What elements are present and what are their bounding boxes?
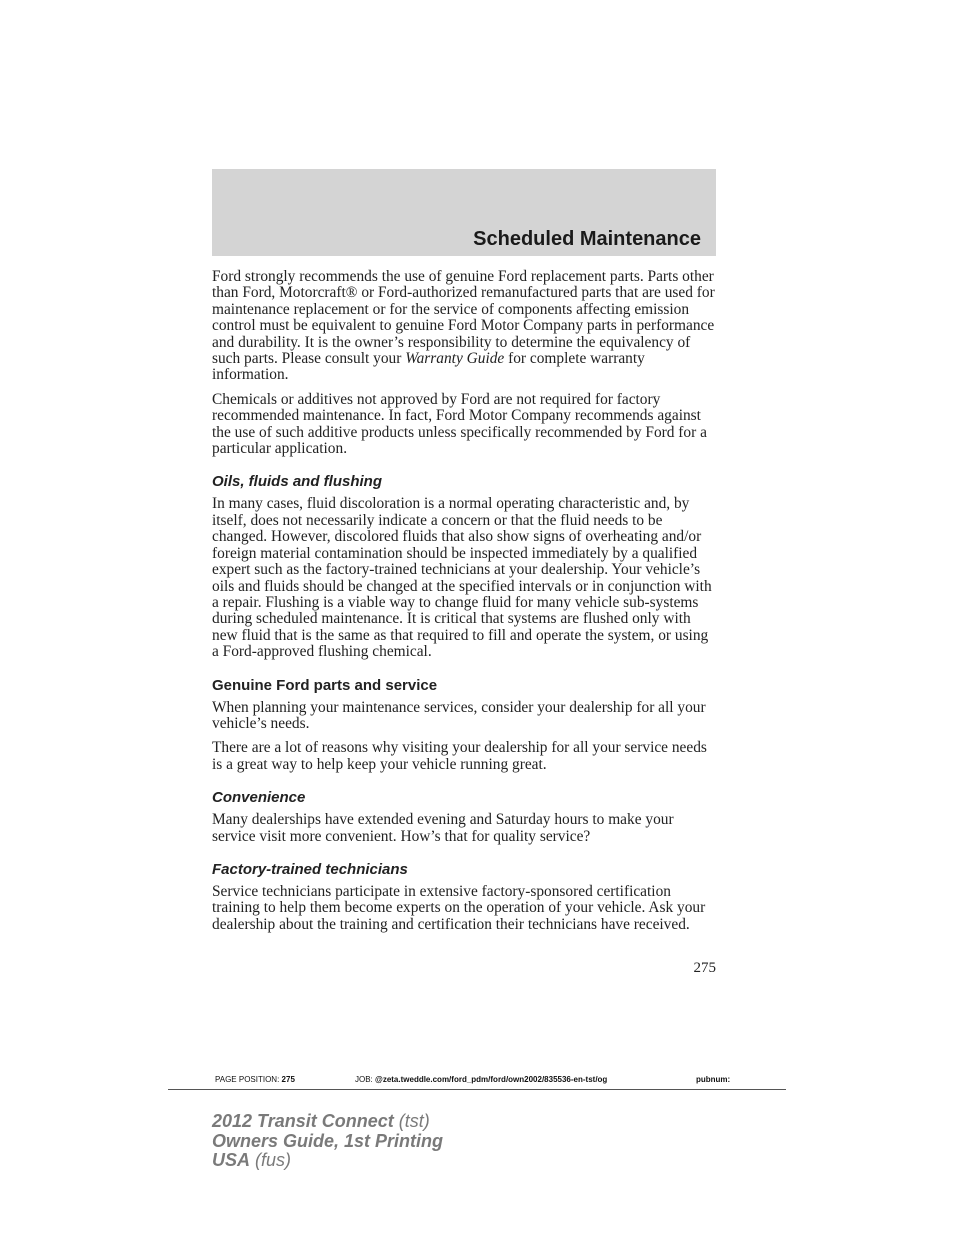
job-label: JOB:	[355, 1075, 373, 1084]
genuine-parts-paragraph-1: When planning your maintenance services, consider your dealership for all your vehicle’s needs.	[212, 698, 706, 732]
imprint-model-code: (tst)	[398, 1111, 430, 1131]
heading-oils-fluids-flushing: Oils, fluids and flushing	[212, 473, 383, 491]
page-number: 275	[693, 960, 716, 976]
page-position-label: PAGE POSITION:	[215, 1075, 280, 1084]
heading-convenience: Convenience	[212, 789, 306, 807]
section-title: Scheduled Maintenance	[473, 228, 701, 250]
imprint-guide: Owners Guide, 1st Printing	[212, 1130, 444, 1151]
print-footer	[0, 1075, 954, 1087]
pubnum-label-text: pubnum:	[696, 1075, 731, 1084]
intro-text-start: Ford strongly recommends the use of genuine Ford replacement parts. Parts other than Ford, Motorcraft® or Ford-authorized remanufactured parts that are used for maintenance replacement or for the service of components affecting emission control must be equivalent to genuine Ford Motor Company parts in performance and durability. It is the owner’s responsibility to determine the equivalency of such parts. Please consult your	[212, 268, 715, 368]
heading-genuine-ford-parts: Genuine Ford parts and service	[212, 676, 438, 694]
job-info	[355, 1075, 607, 1084]
convenience-paragraph: Many dealerships have extended evening and Saturday hours to make your service visit more convenient. How’s that for quality service?	[212, 811, 674, 845]
heading-factory-trained-technicians: Factory-trained technicians	[212, 860, 408, 878]
imprint-guide-line	[212, 1132, 443, 1152]
imprint-model: 2012 Transit Connect	[212, 1111, 394, 1131]
imprint-market-code: (fus)	[255, 1150, 292, 1170]
page-position-value: 275	[281, 1075, 295, 1084]
oils-fluids-paragraph: In many cases, fluid discoloration is a normal operating characteristic and, by itself, does not necessarily indicate a concern or that the fluid needs to be changed. However, discolored fluids that also show signs of overheating and/or foreign material contamination should be inspected immediately by a qualified expert such as the factory-trained technicians at your dealership. Your vehicle’s oils and fluids should be changed at the specified intervals or in conjunction with a repair. Flushing is a viable way to change fluid for many vehicle sub-systems during scheduled maintenance. It is critical that systems are flushed only with new fluid that is the same as that required to fill and operate the system, or using a Ford-approved flushing chemical.	[212, 495, 712, 661]
imprint-model-line	[212, 1112, 443, 1132]
warranty-guide-reference: Warranty Guide	[405, 350, 505, 368]
intro-paragraph-1	[212, 269, 716, 384]
section-header-band	[212, 169, 716, 256]
genuine-parts-paragraph-2: There are a lot of reasons why visiting your dealership for all your service needs is a great way to help keep your vehicle running great.	[212, 739, 707, 773]
job-value: @zeta.tweddle.com/ford_pdm/ford/own2002/835536-en-tst/og	[375, 1075, 608, 1084]
footer-divider	[168, 1089, 786, 1090]
page-content	[212, 269, 716, 941]
document-imprint	[212, 1112, 443, 1171]
imprint-market-line	[212, 1151, 443, 1171]
pubnum-label	[696, 1075, 730, 1084]
page-position-info	[215, 1075, 295, 1084]
technicians-paragraph: Service technicians participate in extensive factory-sponsored certification training to help them become experts on the operation of your vehicle. Ask your dealership about the training and certification their technicians have received.	[212, 882, 706, 933]
intro-text-end: for complete warranty information.	[212, 350, 645, 384]
intro-paragraph-2: Chemicals or additives not approved by Ford are not required for factory recommended maintenance. In fact, Ford Motor Company recommends against the use of such additive products unless specifically recommended by Ford for a particular application.	[212, 390, 707, 458]
imprint-market: USA	[212, 1150, 251, 1170]
